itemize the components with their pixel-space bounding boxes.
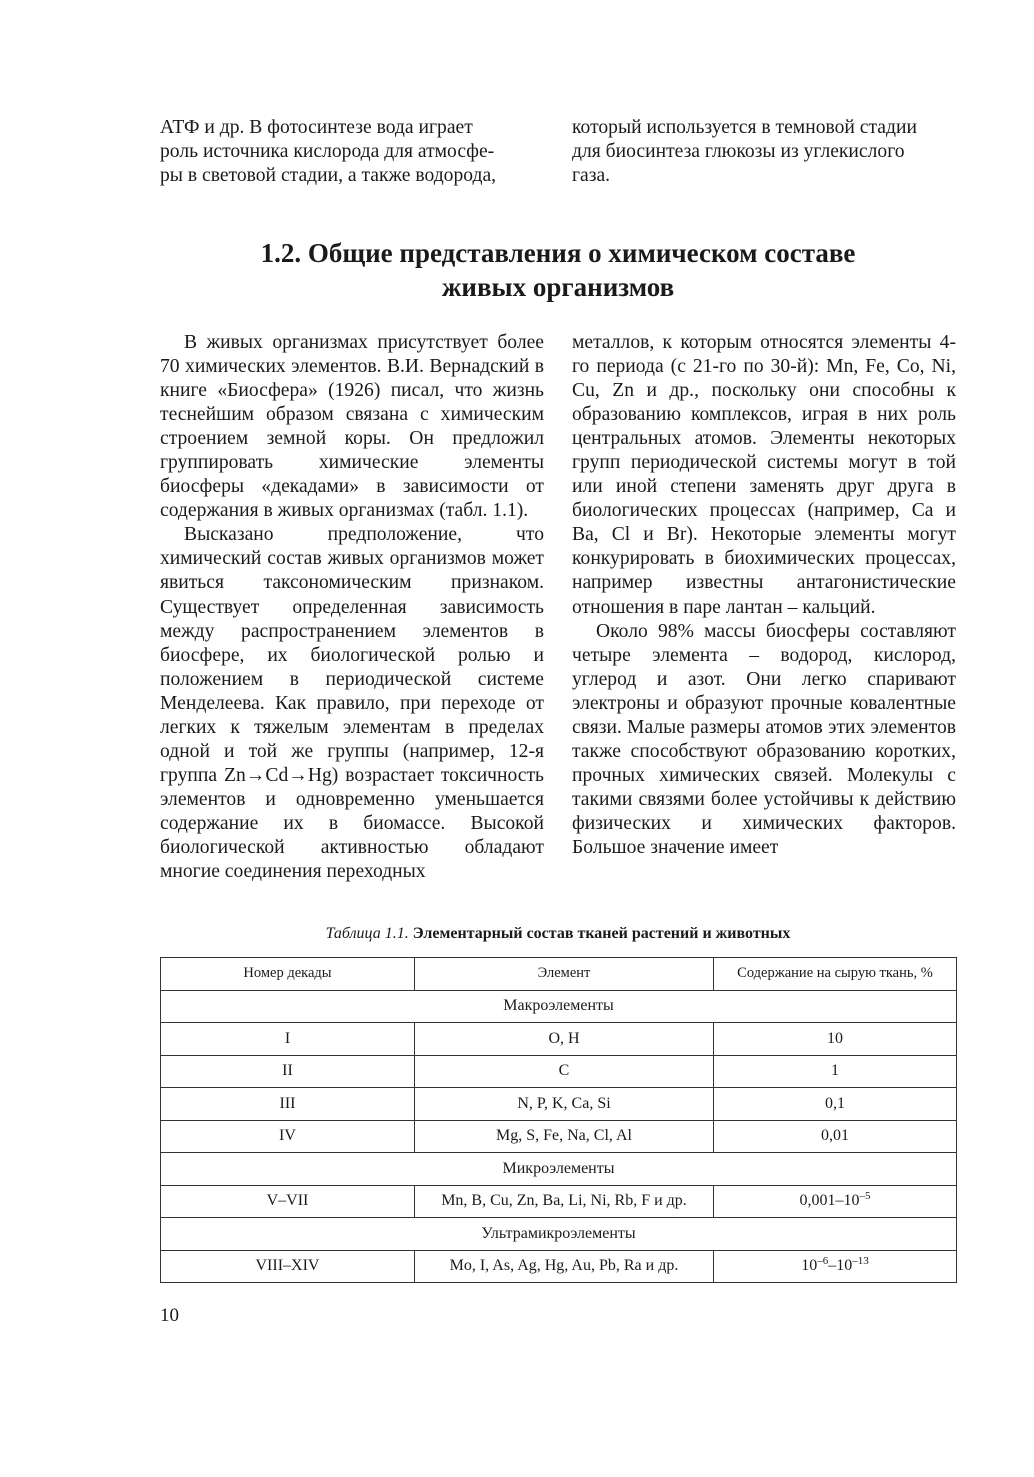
decade-cell: III	[161, 1088, 415, 1121]
content-cell	[714, 1250, 957, 1283]
body-right-column	[572, 331, 956, 860]
element-cell: Mo, I, As, Ag, Hg, Au, Pb, Ra и др.	[415, 1250, 714, 1283]
table-row	[161, 1088, 957, 1121]
text-line: ры в световой стадии, а также водорода,	[160, 165, 497, 187]
group-row	[161, 1153, 957, 1186]
decade-cell: II	[161, 1055, 415, 1088]
element-cell: N, P, K, Ca, Si	[415, 1088, 714, 1121]
element-cell: Mn, B, Cu, Zn, Ba, Li, Ni, Rb, F и др.	[415, 1185, 714, 1218]
decade-cell: IV	[161, 1120, 415, 1153]
group-row	[161, 990, 957, 1023]
section-heading-line-1: 1.2. Общие представления о химическом составе	[260, 238, 856, 268]
table-caption-title: Элементарный состав тканей растений и животных	[412, 925, 791, 942]
group-cell-micro: Микроэлементы	[161, 1153, 957, 1186]
content-exponent: –13	[852, 1255, 869, 1268]
content-dash: –	[828, 1257, 837, 1275]
paragraph: Около 98% массы биосферы составляют четыре элемента – водород, кислород, углерод и азот. Они легко спаривают электроны и образуют прочные ковалентные связи. Малые размеры атомов этих элементов также способствуют образованию коротких, прочных химических связей. Молекулы с такими связями более устойчивы к действию физических и химических факторов. Большое значение имеет	[572, 620, 956, 858]
element-cell: O, H	[415, 1023, 714, 1056]
group-cell-macro: Макроэлементы	[161, 990, 957, 1023]
body-left-column	[160, 331, 544, 884]
content-base: 10	[801, 1257, 818, 1275]
decade-cell: VIII–XIV	[161, 1250, 415, 1283]
page-number: 10	[160, 1305, 179, 1326]
content-cell: 1	[714, 1055, 957, 1088]
section-heading-line-2: живых организмов	[441, 272, 675, 302]
group-cell-ultra: Ультрамикроэлементы	[161, 1218, 957, 1251]
table-row	[161, 1250, 957, 1283]
header-cell: Элемент	[415, 958, 714, 991]
top-right-column	[572, 116, 956, 188]
elements-table	[160, 957, 957, 1283]
element-cell: Mg, S, Fe, Na, Cl, Al	[415, 1120, 714, 1153]
table-caption-label: Таблица 1.1.	[325, 925, 409, 942]
content-base: 10	[836, 1257, 853, 1275]
top-left-column	[160, 116, 544, 188]
paragraph: металлов, к которым относятся элементы 4-го периода (с 21-го по 30-й): Mn, Fe, Co, Ni, Cu, Zn и др., поскольку они способны к образованию комплексов, играя в них роль центральных атомов. Элементы некоторых групп периодической системы могут в той или иной степени заменять друг друга в биологических процессах (например, Ca и Ba, Cl и Br). Некоторые элементы могут конкурировать в биохимических процессах, например известны антагонистические отношения в паре лантан – кальций.	[572, 332, 956, 618]
group-row	[161, 1218, 957, 1251]
element-cell: C	[415, 1055, 714, 1088]
table-caption	[160, 924, 956, 944]
table-row	[161, 1023, 957, 1056]
content-exponent: –6	[817, 1255, 829, 1268]
content-cell: 0,01	[714, 1120, 957, 1153]
table-row	[161, 1055, 957, 1088]
table-row	[161, 1185, 957, 1218]
header-cell: Номер декады	[161, 958, 415, 991]
table-header-row	[161, 958, 957, 991]
text-line: который используется в темновой стадии	[572, 117, 917, 138]
content-base: 0,001–10	[799, 1192, 860, 1210]
text-line: газа.	[572, 165, 611, 187]
decade-cell: I	[161, 1023, 415, 1056]
content-cell	[714, 1185, 957, 1218]
paragraph: Высказано предположение, что химический состав живых организмов может явиться таксономическим признаком. Существует определенная зависимость между распространением элементов в биосфере, их биологической ролью и положением в периодической системе Менделеева. Как правило, при переходе от легких к тяжелым элементам в пределах одной и той же группы (например, 12-я группа Zn→Cd→Hg) возрастает токсичность элементов и одновременно уменьшается содержание их в биомассе. Высокой биологической активностью обладают многие соединения переходных	[160, 524, 544, 883]
section-heading	[160, 236, 956, 304]
paragraph: В живых организмах присутствует более 70 химических элементов. В.И. Вернадский в книге «Биосфера» (1926) писал, что жизнь теснейшим образом связана с химическим строением земной коры. Он предложил группировать химические элементы биосферы «декадами» в зависимости от содержания в живых организмах (табл. 1.1).	[160, 332, 544, 522]
content-exponent: –5	[859, 1190, 871, 1203]
content-cell: 10	[714, 1023, 957, 1056]
text-line: для биосинтеза глюкозы из углекислого	[572, 141, 905, 163]
text-line: роль источника кислорода для атмосфе-	[160, 141, 495, 163]
text-line: АТФ и др. В фотосинтезе вода играет	[160, 117, 473, 138]
content-cell: 0,1	[714, 1088, 957, 1121]
header-cell: Содержание на сырую ткань, %	[714, 958, 957, 991]
table-row	[161, 1120, 957, 1153]
decade-cell: V–VII	[161, 1185, 415, 1218]
